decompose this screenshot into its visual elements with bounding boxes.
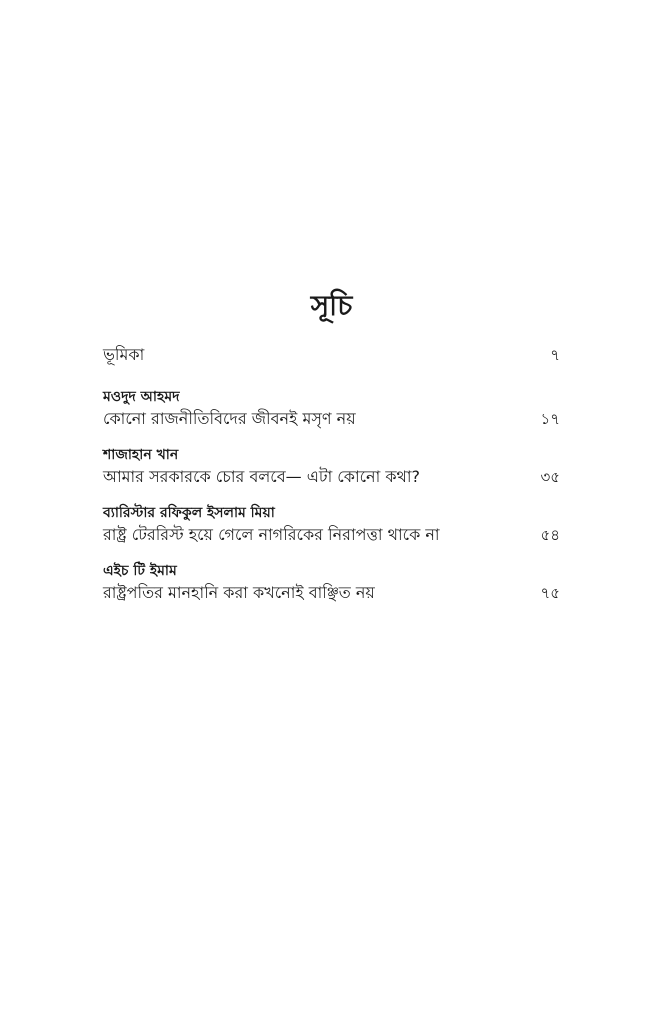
- toc-entry[interactable]: [103, 503, 560, 547]
- page-number: ৫৪: [540, 526, 560, 544]
- toc-entry[interactable]: [103, 387, 560, 431]
- toc-entry[interactable]: [103, 445, 560, 489]
- entry-author: এইচ টি ইমাম: [103, 563, 177, 579]
- toc-entry[interactable]: [103, 561, 560, 605]
- entry-title: আমার সরকারকে চোর বলবে— এটা কোনো কথা?: [103, 467, 421, 486]
- page-title: সূচি: [310, 289, 353, 322]
- entry-author: ব্যারিস্টার রফিকুল ইসলাম মিয়া: [103, 505, 275, 521]
- entry-title: ভূমিকা: [103, 345, 145, 364]
- toc-entry[interactable]: [103, 343, 560, 367]
- entry-author: মওদুদ আহমদ: [103, 389, 180, 405]
- page-number: ৭: [550, 346, 560, 364]
- entry-title: কোনো রাজনীতিবিদের জীবনই মসৃণ নয়: [103, 409, 356, 428]
- entry-title: রাষ্ট্র টেররিস্ট হয়ে গেলে নাগরিকের নিরাপত্তা থাকে না: [103, 525, 440, 544]
- table-of-contents: [103, 343, 560, 619]
- page-number: ৭৫: [540, 584, 560, 602]
- entry-title: রাষ্ট্রপতির মানহানি করা কখনোই বাঞ্ছিত নয়: [103, 583, 375, 602]
- page-number: ১৭: [540, 410, 560, 428]
- page-number: ৩৫: [540, 468, 560, 486]
- entry-author: শাজাহান খান: [103, 447, 179, 463]
